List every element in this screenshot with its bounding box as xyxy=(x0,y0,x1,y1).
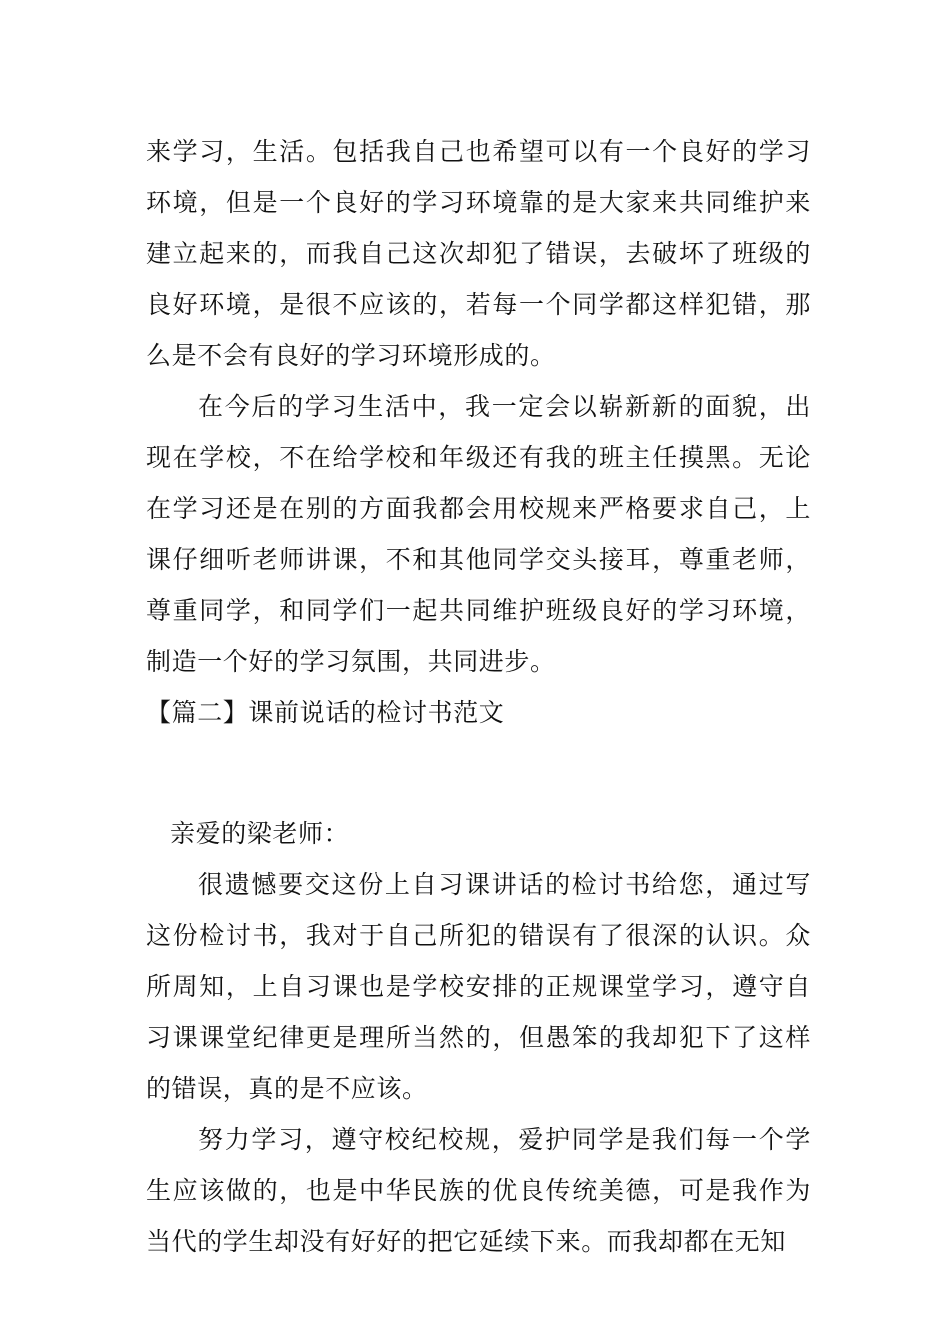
paragraph-future-commitment: 在今后的学习生活中，我一定会以崭新新的面貌，出现在学校，不在给学校和年级还有我的班主任摸黑。无论在学习还是在别的方面我都会用校规来严格要求自己，上课仔细听老师讲课，不和其他同学交头接耳，尊重老师，尊重同学，和同学们一起共同维护班级良好的学习环境，制造一个好的学习氛围，共同进步。 xyxy=(146,392,811,676)
salutation: 亲爱的梁老师： xyxy=(170,819,350,848)
paragraph-effort: 努力学习，遵守校纪校规，爱护同学是我们每一个学生应该做的，也是中华民族的优良传统美德，可是我作为当代的学生却没有好好的把它延续下来。而我却都在无知 xyxy=(146,1125,811,1256)
paragraph-continued: 来学习，生活。包括我自己也希望可以有一个良好的学习环境，但是一个良好的学习环境靠的是大家来共同维护来建立起来的，而我自己这次却犯了错误，去破坏了班级的良好环境，是很不应该的，若每一个同学都这样犯错，那么是不会有良好的学习环境形成的。 xyxy=(146,137,811,370)
paragraph-regret: 很遗憾要交这份上自习课讲话的检讨书给您，通过写这份检讨书，我对于自己所犯的错误有了很深的认识。众所周知，上自习课也是学校安排的正规课堂学习，遵守自习课课堂纪律更是理所当然的，但愚笨的我却犯下了这样的错误，真的是不应该。 xyxy=(146,870,811,1103)
document-body xyxy=(146,126,811,1267)
section-heading: 【篇二】课前说话的检讨书范文 xyxy=(146,698,505,727)
